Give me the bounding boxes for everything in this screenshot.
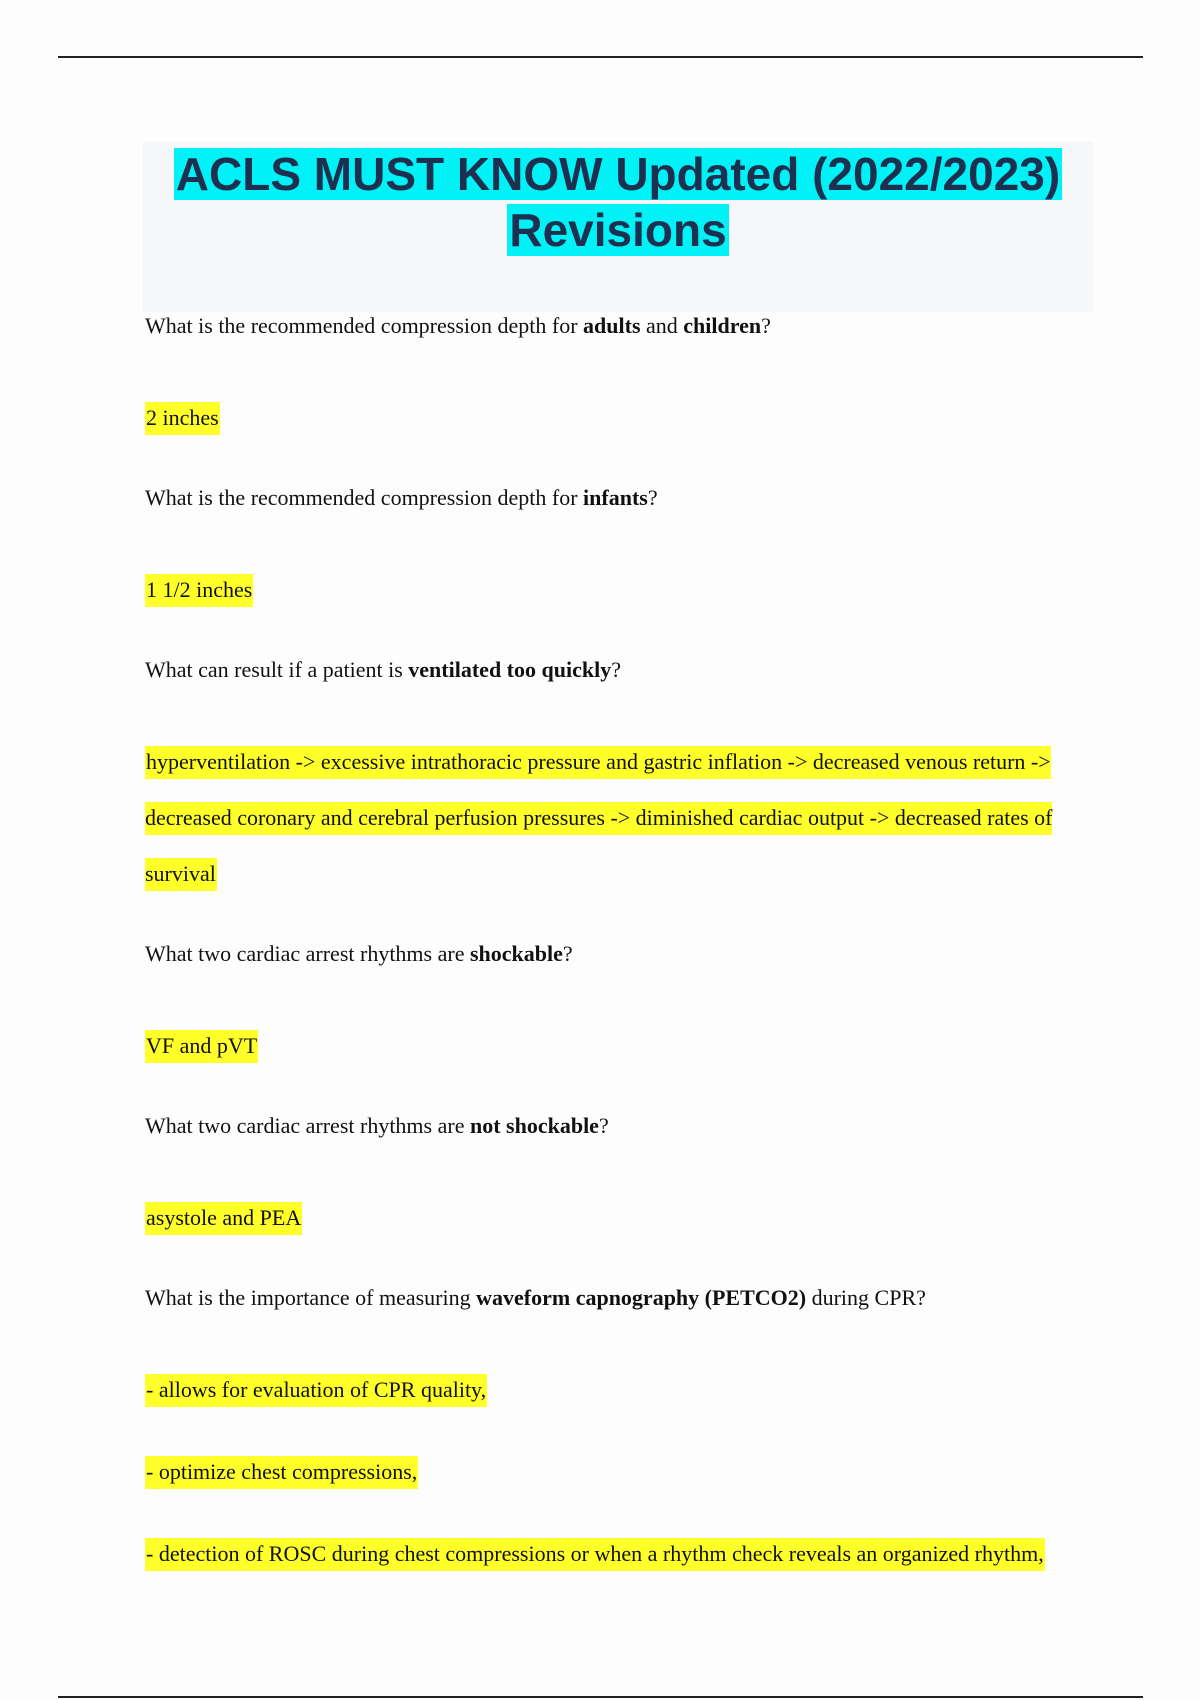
top-rule [58,56,1143,58]
answer [145,1526,1085,1582]
answer-highlight: - optimize chest compressions, [145,1456,418,1489]
answer [145,1018,1085,1074]
question: What is the recommended compression depth for adults and children? [145,313,771,338]
answer [145,390,1085,446]
answer-highlight: 1 1/2 inches [145,574,253,607]
answer [145,1362,1085,1418]
bottom-rule [58,1696,1143,1698]
answer-highlight: VF and pVT [145,1030,258,1063]
qa-content [145,306,1085,1608]
title-line-1: ACLS MUST KNOW Updated (2022/2023) [175,148,1061,200]
answer-highlight: - allows for evaluation of CPR quality, [145,1374,487,1407]
title-block [143,142,1093,312]
question: What can result if a patient is ventilated too quickly? [145,657,621,682]
question: What two cardiac arrest rhythms are not shockable? [145,1113,609,1138]
question: What is the importance of measuring waveform capnography (PETCO2) during CPR? [145,1285,926,1310]
answer [145,1444,1085,1500]
answer-highlight: hyperventilation -> excessive intrathoracic pressure and gastric inflation -> decreased venous return -> decreased coronary and cerebral perfusion pressures -> diminished cardiac output -> decreased rates of survival [145,746,1052,891]
answer [145,734,1085,902]
question: What is the recommended compression depth for infants? [145,485,658,510]
question: What two cardiac arrest rhythms are shockable? [145,941,573,966]
answer [145,562,1085,618]
document-title [143,142,1093,258]
title-line-2: Revisions [509,204,727,256]
answer-highlight: 2 inches [145,402,220,435]
answer [145,1190,1085,1246]
answer-highlight: - detection of ROSC during chest compressions or when a rhythm check reveals an organized rhythm, [145,1538,1045,1571]
answer-highlight: asystole and PEA [145,1202,302,1235]
